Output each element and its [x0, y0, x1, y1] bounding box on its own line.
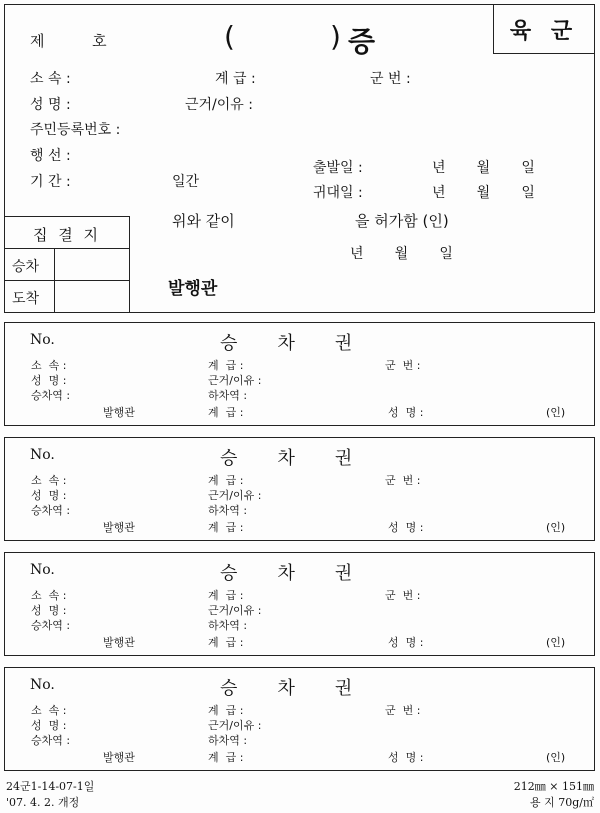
issuer-label: 발행관 [168, 279, 218, 299]
ticket-board-station-field[interactable]: 승차역 : [31, 734, 71, 747]
resident-no-field[interactable]: 주민등록번호 : [30, 122, 121, 138]
return-date: 년 월 일 [432, 185, 535, 201]
ticket-alight-station-field[interactable]: 하차역 : [208, 389, 248, 402]
ticket-title: 승 차 권 [220, 563, 353, 584]
return-field[interactable]: 귀대일 : [313, 185, 363, 201]
service-no-field[interactable]: 군 번 : [370, 71, 411, 87]
ticket-reason-field[interactable]: 근거/이유 : [208, 374, 262, 387]
ticket-service-no-field[interactable]: 군 번 : [385, 474, 421, 487]
ticket-name-field[interactable]: 성 명 : [31, 489, 67, 502]
ticket-issuer-name-field[interactable]: 성 명 : [388, 636, 424, 649]
ticket-rank-field[interactable]: 계 급 : [208, 474, 244, 487]
ticket-rank-field[interactable]: 계 급 : [208, 704, 244, 717]
assembly-header: 집 결 지 [32, 226, 101, 244]
ticket-alight-station-field[interactable]: 하차역 : [208, 734, 248, 747]
unit-field[interactable]: 소 속 : [30, 71, 71, 87]
ticket-reason-field[interactable]: 근거/이유 : [208, 489, 262, 502]
ticket-unit-field[interactable]: 소 속 : [31, 474, 67, 487]
paper-size: 212㎜ × 151㎜ [513, 780, 594, 793]
boarding-input[interactable] [56, 250, 128, 278]
paper-weight: 용 지 70g/㎡ [530, 796, 594, 809]
name-field[interactable]: 성 명 : [30, 97, 71, 113]
ticket-alight-station-field[interactable]: 하차역 : [208, 619, 248, 632]
ticket-reason-field[interactable]: 근거/이유 : [208, 719, 262, 732]
ticket-number: No. [30, 677, 55, 693]
ticket-alight-station-field[interactable]: 하차역 : [208, 504, 248, 517]
form-number-label: 제 호 [30, 32, 107, 50]
ticket-unit-field[interactable]: 소 속 : [31, 704, 67, 717]
ticket-title: 승 차 권 [220, 448, 353, 469]
approval-above: 위와 같이 [172, 212, 235, 230]
ticket-title: 승 차 권 [220, 333, 353, 354]
ticket-board-station-field[interactable]: 승차역 : [31, 504, 71, 517]
ticket-issuer-rank-field[interactable]: 계 급 : [208, 636, 244, 649]
boarding-label: 승차 [12, 259, 40, 275]
arrival-label: 도착 [12, 291, 40, 307]
destination-field[interactable]: 행 선 : [30, 148, 71, 164]
ticket-name-field[interactable]: 성 명 : [31, 374, 67, 387]
arrival-input[interactable] [56, 282, 128, 311]
ticket-issuer-label: 발행관 [103, 521, 135, 534]
ticket-seal: (인) [546, 751, 566, 764]
ticket-name-field[interactable]: 성 명 : [31, 719, 67, 732]
form-code: 24군1-14-07-1일 [6, 780, 95, 793]
ticket-issuer-rank-field[interactable]: 계 급 : [208, 751, 244, 764]
ticket-rank-field[interactable]: 계 급 : [208, 589, 244, 602]
reason-field[interactable]: 근거/이유 : [185, 97, 253, 113]
ticket-issuer-name-field[interactable]: 성 명 : [388, 521, 424, 534]
ticket-board-station-field[interactable]: 승차역 : [31, 619, 71, 632]
period-field[interactable]: 기 간 : [30, 174, 71, 190]
ticket-seal: (인) [546, 636, 566, 649]
ticket-reason-field[interactable]: 근거/이유 : [208, 604, 262, 617]
ticket-number: No. [30, 447, 55, 463]
ticket-unit-field[interactable]: 소 속 : [31, 589, 67, 602]
ticket-issuer-name-field[interactable]: 성 명 : [388, 751, 424, 764]
departure-date: 년 월 일 [432, 160, 535, 176]
ticket-unit-field[interactable]: 소 속 : [31, 359, 67, 372]
ticket-issuer-rank-field[interactable]: 계 급 : [208, 521, 244, 534]
approval-date: 년 월 일 [350, 246, 453, 262]
ticket-issuer-label: 발행관 [103, 751, 135, 764]
ticket-number: No. [30, 562, 55, 578]
ticket-seal: (인) [546, 521, 566, 534]
ticket-issuer-name-field[interactable]: 성 명 : [388, 406, 424, 419]
ticket-issuer-label: 발행관 [103, 406, 135, 419]
ticket-service-no-field[interactable]: 군 번 : [385, 359, 421, 372]
ticket-issuer-rank-field[interactable]: 계 급 : [208, 406, 244, 419]
ticket-seal: (인) [546, 406, 566, 419]
ticket-title: 승 차 권 [220, 678, 353, 699]
ticket-name-field[interactable]: 성 명 : [31, 604, 67, 617]
form-title-paren-open: ( [224, 20, 235, 53]
ticket-board-station-field[interactable]: 승차역 : [31, 389, 71, 402]
ticket-rank-field[interactable]: 계 급 : [208, 359, 244, 372]
ticket-service-no-field[interactable]: 군 번 : [385, 704, 421, 717]
departure-field[interactable]: 출발일 : [313, 160, 363, 176]
form-title-paren-close: ) [330, 20, 341, 53]
form-title: 증 [348, 25, 376, 58]
rank-field[interactable]: 계 급 : [215, 71, 256, 87]
ticket-number: No. [30, 332, 55, 348]
period-days: 일간 [172, 174, 200, 190]
ticket-service-no-field[interactable]: 군 번 : [385, 589, 421, 602]
approval-permit: 을 허가함 (인) [355, 212, 449, 230]
ticket-issuer-label: 발행관 [103, 636, 135, 649]
branch-label: 육 군 [509, 19, 579, 44]
revision-date: '07. 4. 2. 개정 [6, 796, 80, 809]
